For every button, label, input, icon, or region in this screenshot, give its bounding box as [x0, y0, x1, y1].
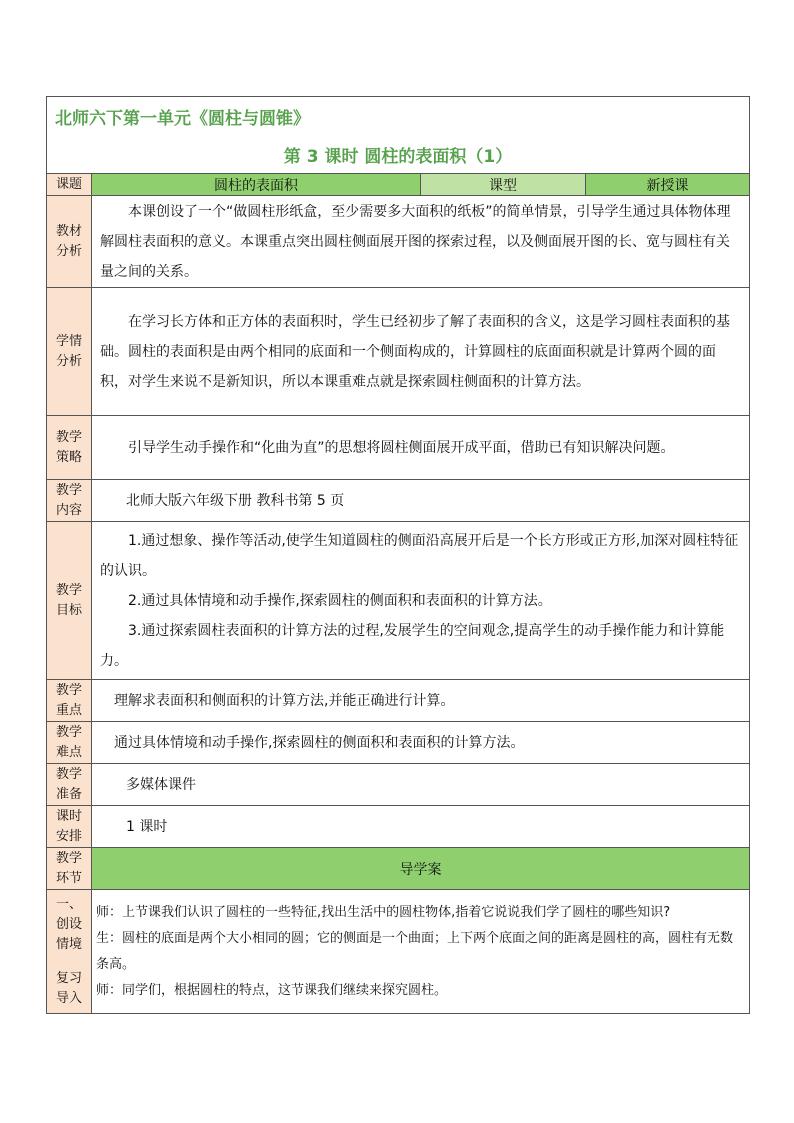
- stage-row: [47, 848, 750, 890]
- lesson-type-value: 新授课: [586, 174, 750, 196]
- topic-label: 课题: [47, 174, 92, 196]
- dialog-line: 生：圆柱的底面是两个大小相同的圆；它的侧面是一个曲面；上下两个底面之间的距离是圆柱的高，圆柱有无数条高。: [96, 930, 734, 972]
- preparation-row: [47, 764, 750, 806]
- goals-label: 教学 目标: [47, 522, 92, 680]
- goals-row: [47, 522, 750, 680]
- part1-dialog: [92, 890, 750, 1014]
- student-analysis-text: 在学习长方体和正方体的表面积时，学生已经初步了解了表面积的含义，这是学习圆柱表面积的基础。圆柱的表面积是由两个相同的底面和一个侧面构成的，计算圆柱的底面面积就是计算两个圆的面积，对学生来说不是新知识，所以本课重难点就是探索圆柱侧面积的计算方法。: [92, 288, 750, 416]
- student-analysis-row: [47, 288, 750, 416]
- dialog-line: 师：同学们，根据圆柱的特点，这节课我们继续来探究圆柱。: [96, 982, 448, 998]
- document-title: 北师六下第一单元《圆柱与圆锥》: [47, 97, 750, 136]
- stage-header: 导学案: [92, 848, 750, 890]
- content-label: 教学 内容: [47, 480, 92, 522]
- schedule-row: [47, 806, 750, 848]
- dialog-line: 师：上节课我们认识了圆柱的一些特征,找出生活中的圆柱物体,指着它说说我们学了圆柱的哪些知识?: [96, 904, 671, 920]
- preparation-label: 教学 准备: [47, 764, 92, 806]
- lesson-plan-table: [46, 96, 750, 1014]
- difficulty-text: 通过具体情境和动手操作,探索圆柱的侧面积和表面积的计算方法。: [92, 722, 750, 764]
- content-text: 北师大版六年级下册 教科书第 5 页: [92, 480, 750, 522]
- key-point-text: 理解求表面积和侧面积的计算方法,并能正确进行计算。: [92, 680, 750, 722]
- goals-list: [92, 522, 750, 680]
- goal-item: 1.通过想象、操作等活动,使学生知道圆柱的侧面沿高展开后是一个长方形或正方形,加深对圆柱特征的认识。: [100, 532, 739, 579]
- strategy-label: 教学 策略: [47, 416, 92, 480]
- strategy-row: [47, 416, 750, 480]
- part1-label-bottom: 复习 导入: [55, 970, 82, 1006]
- topic-row: [47, 174, 750, 196]
- schedule-text: 1 课时: [92, 806, 750, 848]
- student-analysis-label: 学情 分析: [47, 288, 92, 416]
- goal-item: 2.通过具体情境和动手操作,探索圆柱的侧面积和表面积的计算方法。: [128, 592, 552, 609]
- material-analysis-label: 教材 分析: [47, 196, 92, 288]
- strategy-text: 引导学生动手操作和“化曲为直”的思想将圆柱侧面展开成平面，借助已有知识解决问题。: [92, 416, 750, 480]
- content-row: [47, 480, 750, 522]
- difficulty-row: [47, 722, 750, 764]
- preparation-text: 多媒体课件: [92, 764, 750, 806]
- part1-label-top: 一、 创设 情境: [55, 896, 82, 952]
- lesson-subtitle: 第 3 课时 圆柱的表面积（1）: [47, 135, 750, 174]
- difficulty-label: 教学 难点: [47, 722, 92, 764]
- key-point-label: 教学 重点: [47, 680, 92, 722]
- stage-label: 教学 环节: [47, 848, 92, 890]
- goal-item: 3.通过探索圆柱表面积的计算方法的过程,发展学生的空间观念,提高学生的动手操作能力和计算能力。: [100, 622, 725, 669]
- schedule-label: 课时 安排: [47, 806, 92, 848]
- lesson-type-label: 课型: [421, 174, 586, 196]
- part1-label: [47, 890, 92, 1014]
- material-analysis-text: 本课创设了一个“做圆柱形纸盒，至少需要多大面积的纸板”的简单情景，引导学生通过具体物体理解圆柱表面积的意义。本课重点突出圆柱侧面展开图的探索过程，以及侧面展开图的长、宽与圆柱有关量之间的关系。: [92, 196, 750, 288]
- lesson-plan-document: [46, 96, 749, 1014]
- material-analysis-row: [47, 196, 750, 288]
- part1-row: [47, 890, 750, 1014]
- topic-value: 圆柱的表面积: [92, 174, 421, 196]
- key-point-row: [47, 680, 750, 722]
